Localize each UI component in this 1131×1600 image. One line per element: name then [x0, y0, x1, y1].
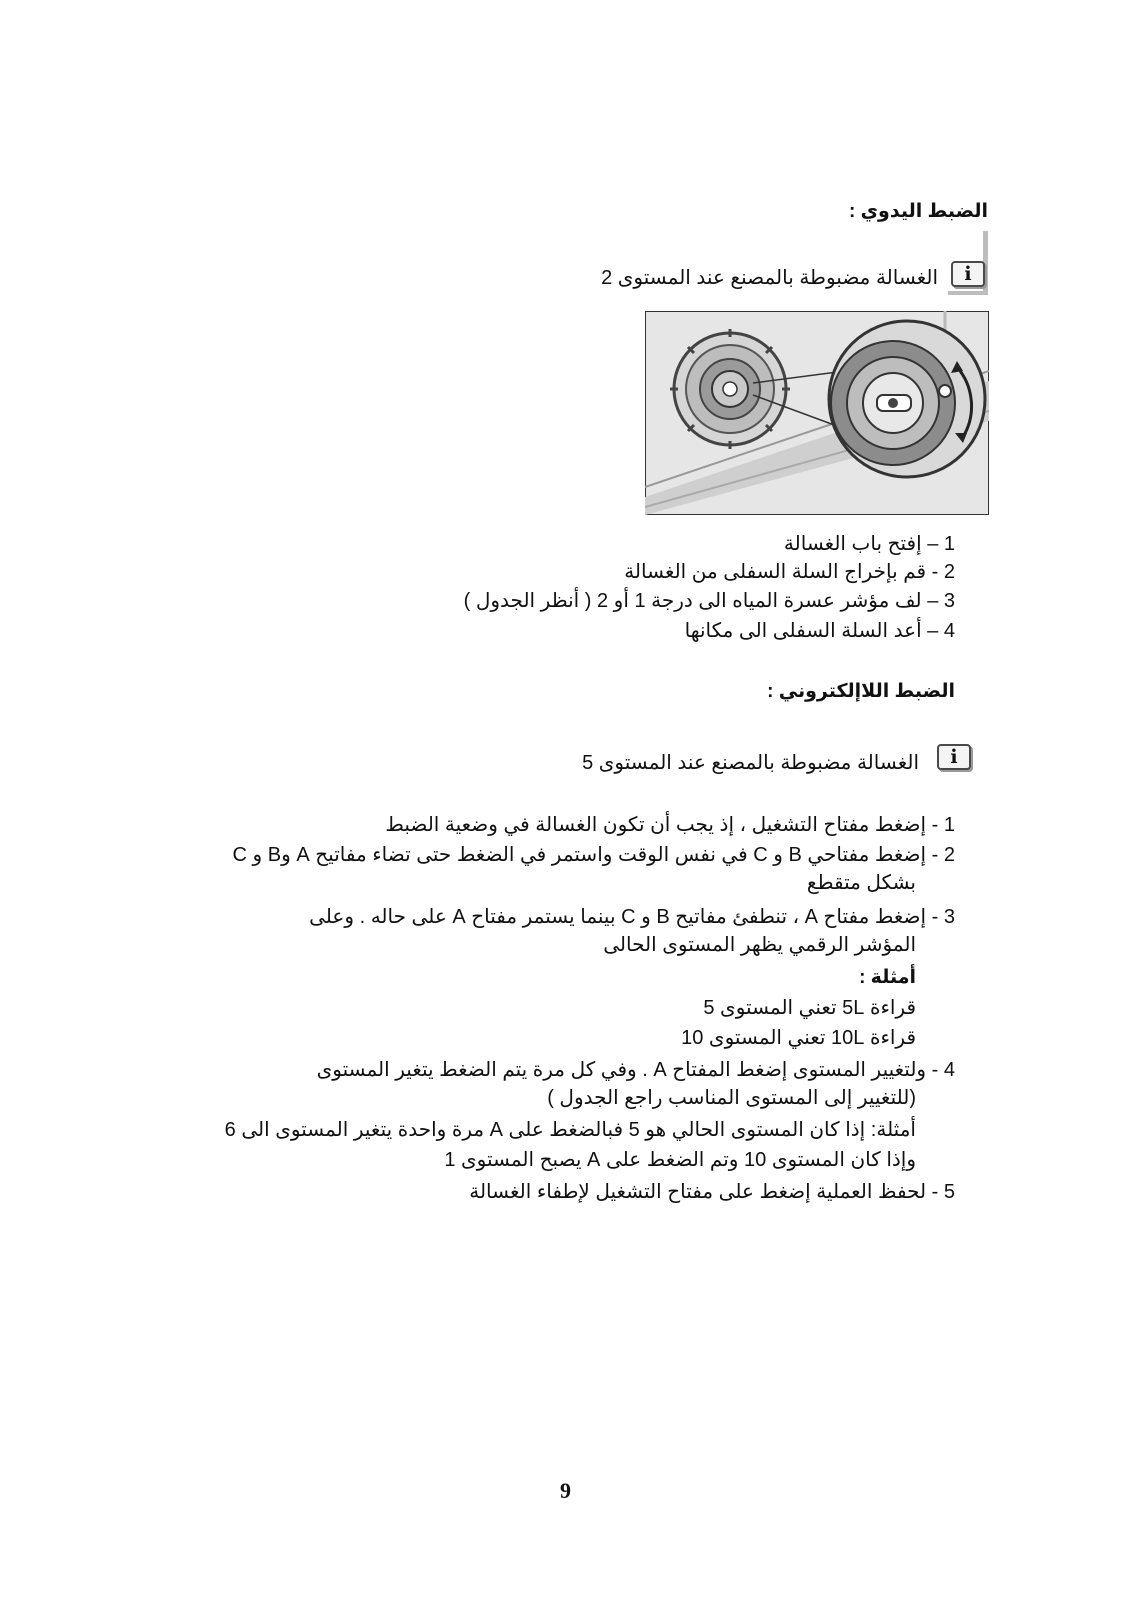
manual-step-2: 2 - قم بإخراج السلة السفلى من الغسالة — [624, 561, 955, 583]
manual-horizontal-rule — [948, 291, 988, 295]
electronic-step-4-line-2: (للتغيير إلى المستوى المناسب راجع الجدول ) — [547, 1087, 916, 1109]
manual-step-4: 4 – أعد السلة السفلى الى مكانها — [684, 620, 955, 642]
electronic-step-3-line-1: 3 - إضغط مفتاح A ، تنطفئ مفاتيح B و C بينما يستمر مفتاح A على حاله . وعلى — [309, 906, 955, 928]
electronic-step-2-line-1: 2 - إضغط مفتاحي B و C في نفس الوقت واستمر في الضغط حتى تضاء مفاتيح A وB و C — [232, 844, 955, 866]
example-change-line-2: وإذا كان المستوى 10 وتم الضغط على A يصبح المستوى 1 — [444, 1149, 916, 1171]
electronic-info-icon: i — [937, 744, 971, 770]
electronic-info-text: الغسالة مضبوطة بالمصنع عند المستوى 5 — [582, 752, 919, 774]
electronic-heading: الضبط اللاإلكتروني : — [767, 681, 955, 702]
manual-step-1: 1 – إفتح باب الغسالة — [783, 533, 955, 555]
example-5L: قراءة 5L تعني المستوى 5 — [703, 997, 916, 1019]
water-hardness-dial-illustration — [645, 311, 989, 515]
manual-info-text: الغسالة مضبوطة بالمصنع عند المستوى 2 — [601, 267, 938, 289]
example-10L: قراءة 10L تعني المستوى 10 — [681, 1027, 916, 1049]
electronic-step-4-line-1: 4 - ولتغيير المستوى إضغط المفتاح A . وفي كل مرة يتم الضغط يتغير المستوى — [316, 1059, 955, 1081]
manual-info-icon: i — [951, 261, 985, 287]
manual-heading: الضبط اليدوي : — [849, 201, 988, 222]
electronic-step-5: 5 - لحفظ العملية إضغط على مفتاح التشغيل لإطفاء الغسالة — [469, 1181, 955, 1203]
electronic-step-2-line-2: بشكل متقطع — [806, 872, 916, 894]
examples-heading: أمثلة : — [859, 967, 916, 988]
page-number: 9 — [560, 1478, 571, 1503]
electronic-step-1: 1 - إضغط مفتاح التشغيل ، إذ يجب أن تكون الغسالة في وضعية الضبط — [385, 814, 955, 836]
manual-step-3: 3 – لف مؤشر عسرة المياه الى درجة 1 أو 2 ( أنظر الجدول ) — [463, 590, 955, 612]
example-change-line-1: أمثلة: إذا كان المستوى الحالي هو 5 فبالضغط على A مرة واحدة يتغير المستوى الى 6 — [224, 1119, 916, 1141]
electronic-step-3-line-2: المؤشر الرقمي يظهر المستوى الحالى — [603, 934, 916, 956]
